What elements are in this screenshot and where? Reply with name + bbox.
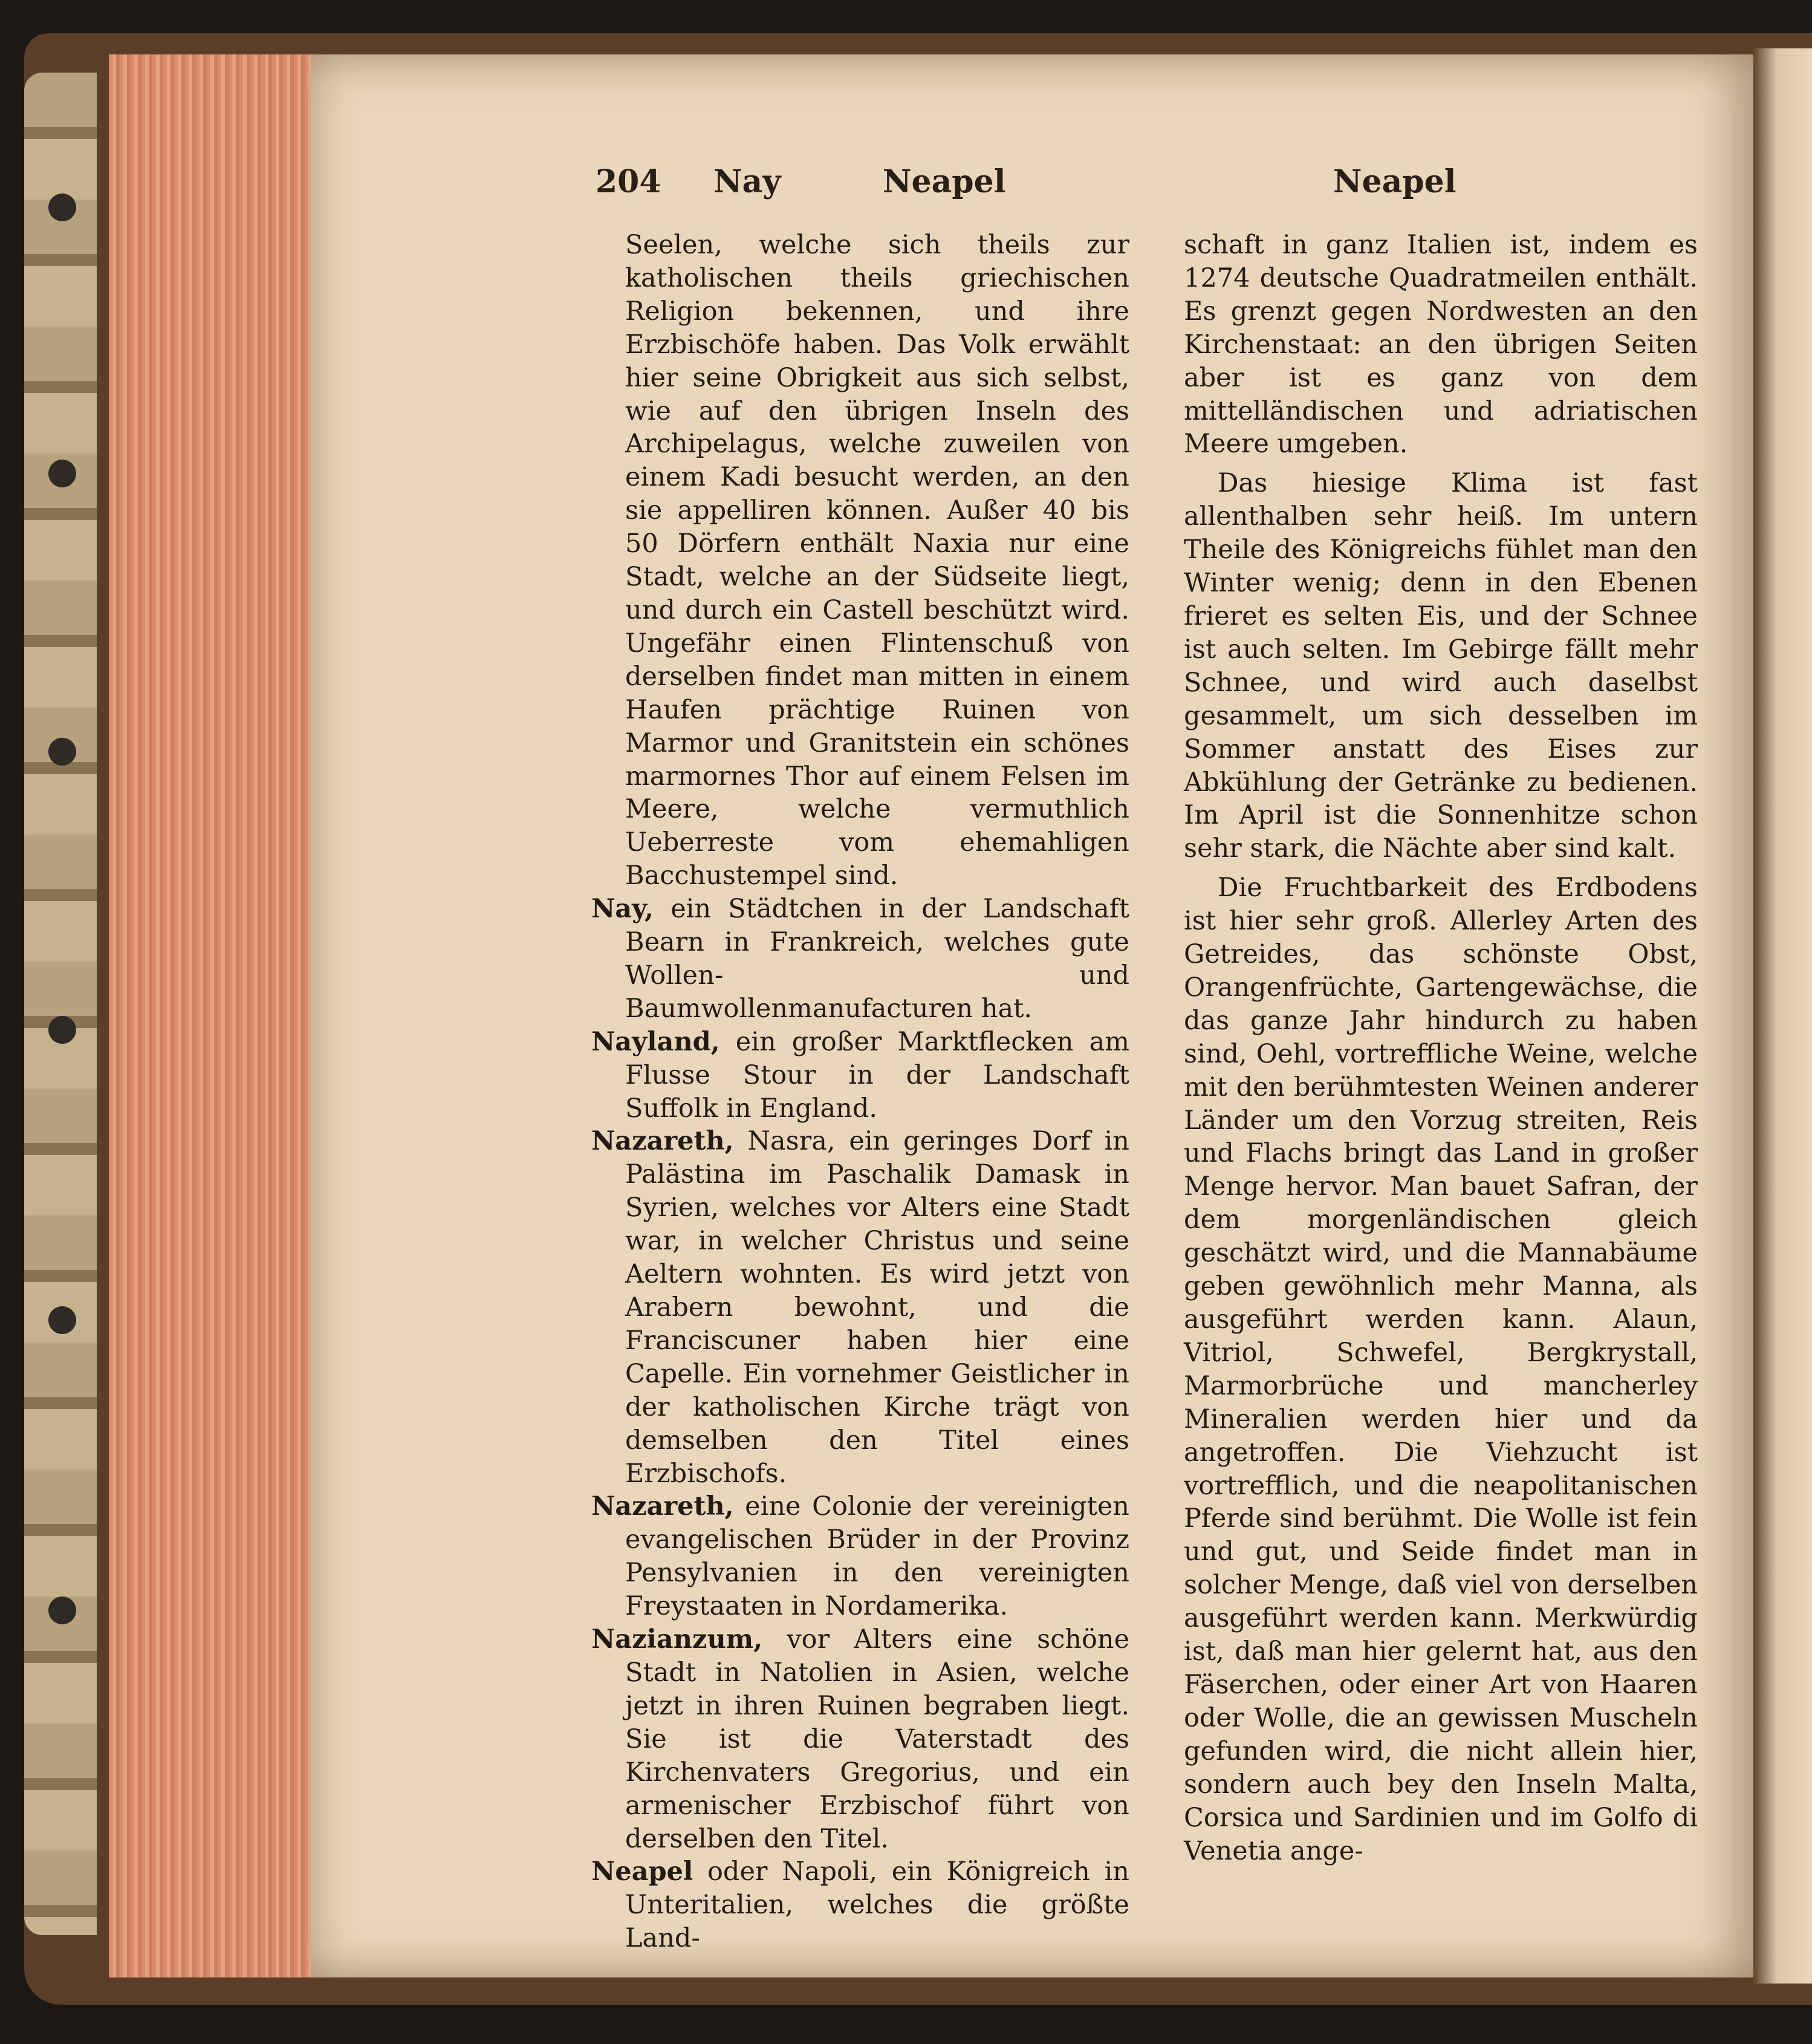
spine-ornament-icon: [48, 460, 76, 487]
page-number: 204: [596, 163, 661, 200]
entry-headword: Nayland,: [591, 1026, 720, 1057]
running-head-last-entry: Neapel: [883, 163, 1006, 200]
left-column: [591, 229, 1129, 1955]
facing-page-edge: [1753, 48, 1812, 1984]
entry-headword: Neapel: [591, 1857, 693, 1887]
entry-headword: Nazianzum,: [591, 1624, 763, 1655]
running-header: [596, 163, 1690, 218]
continuation-text: schaft in ganz Italien ist, indem es 1274 deutsche Quadratmeilen enthält. Es grenzt gegen Nordwesten an den Kirchenstaat: an den übrigen Seiten aber ist es ganz von dem mittelländischen und adriatischen Meere umgeben.: [1184, 230, 1698, 460]
spine-ornament-icon: [48, 1016, 76, 1044]
entry-headword: Nazareth,: [591, 1491, 734, 1522]
continuation-text: Seelen, welche sich theils zur katholischen theils griechischen Religion bekennen, und ihre Erzbischöfe haben. Das Volk erwählt hier seine Obrigkeit aus sich selbst, wie auf den übrigen Inseln des Archipelagus, welche zuweilen von einem Kadi besucht werden, an den sie appelliren können. Außer 40 bis 50 Dörfern enthält Naxia nur eine Stadt, welche an der Südseite liegt, und durch ein Castell beschützt wird. Ungefähr einen Flintenschuß von derselben findet man mitten in einem Haufen prächtige Ruinen von Marmor und Granitstein ein schönes marmornes Thor auf einem Felsen im Meere, welche vermuthlich Ueberreste vom ehemahligen Bacchustempel sind.: [625, 230, 1129, 891]
entry-text: ein großer Marktflecken am Flusse Stour in der Landschaft Suffolk in England.: [625, 1026, 1130, 1124]
page-edges: [109, 54, 314, 1977]
spine-ornament-icon: [48, 194, 76, 221]
entry-neapel: [591, 1855, 1129, 1955]
paragraph-climate: Das hiesige Klima ist fast allenthalben sehr heiß. Im untern Theile des Königreichs fühlet man den Winter wenig; denn in den Ebenen frieret es selten Eis, und der Schnee ist auch selten. Im Gebirge fällt mehr Schnee, und wird auch daselbst gesammelt, um sich desselben im Sommer anstatt des Eises zur Abkühlung der Getränke zu bedienen. Im April ist die Sonnenhitze schon sehr stark, die Nächte aber sind kalt.: [1184, 468, 1698, 864]
entry-text: ein Städtchen in der Landschaft Bearn in Frankreich, welches gute Wollen- und Baumwollenmanufacturen hat.: [625, 894, 1129, 1024]
paragraph-fertility: Die Fruchtbarkeit des Erdbodens ist hier sehr groß. Allerley Arten des Getreides, das schönste Obst, Orangenfrüchte, Gartengewächse, die das ganze Jahr hindurch zu haben sind, Oehl, vortreffliche Weine, welche mit den berühmtesten Weinen anderer Länder um den Vorzug streiten, Reis und Flachs bringt das Land in großer Menge hervor. Man bauet Safran, der dem morgenländischen gleich geschätzt wird, und die Mannabäume geben gewöhnlich mehr Manna, als ausgeführt werden kann. Alaun, Vitriol, Schwefel, Bergkrystall, Marmorbrüche und mancherley Mineralien werden hier und da angetroffen. Die Viehzucht ist vortrefflich, und die neapolitanischen Pferde sind berühmt. Die Wolle ist fein und gut, und Seide findet man in solcher Menge, daß viel von derselben ausgeführt werden kann. Merkwürdig ist, daß man hier gelernt hat, aus den Fäserchen, oder einer Art von Haaren oder Wolle, die an gewissen Muscheln gefunden wird, die nicht allein hier, sondern auch bey den Inseln Malta, Corsica und Sardinien und im Golfo di Venetia ange-: [1184, 873, 1698, 1866]
entry-headword: Nazareth,: [591, 1126, 734, 1157]
entry-nayland: [591, 1026, 1129, 1125]
entry-nazareth-palestine: [591, 1125, 1129, 1490]
right-column: [1184, 229, 1698, 1867]
entry-nazianzum: [591, 1623, 1129, 1855]
entry-nazareth-colony: [591, 1490, 1129, 1623]
running-head-right: Neapel: [1333, 163, 1456, 200]
entry-text: vor Alters eine schöne Stadt in Natolien in Asien, welche jetzt in ihren Ruinen begraben liegt. Sie ist die Vaterstadt des Kirchenvaters Gregorius, und ein armenischer Erzbischof führt von derselben den Titel.: [625, 1624, 1130, 1854]
entry-nay: [591, 893, 1129, 1026]
entry-text: oder Napoli, ein Königreich in Unteritalien, welches die größte Land-: [625, 1857, 1129, 1954]
spine-ornament-icon: [48, 738, 76, 766]
running-head-first-entry: Nay: [713, 163, 781, 200]
book-spine: [24, 73, 97, 1935]
spine-ornament-icon: [48, 1306, 76, 1334]
entry-text: eine Colonie der vereinigten evangelischen Brüder in der Provinz Pensylvanien in den vereinigten Freystaaten in Nordamerika.: [625, 1491, 1129, 1622]
entry-headword: Nay,: [591, 894, 654, 925]
entry-text: Nasra, ein geringes Dorf in Palästina im Paschalik Damask in Syrien, welches vor Alters eine Stadt war, in welcher Christus und seine Aeltern wohnten. Es wird jetzt von Arabern bewohnt, und die Franciscuner haben hier eine Capelle. Ein vornehmer Geistlicher in der katholischen Kirche trägt von demselben den Titel eines Erzbischofs.: [625, 1126, 1129, 1489]
spine-ornament-icon: [48, 1596, 76, 1624]
